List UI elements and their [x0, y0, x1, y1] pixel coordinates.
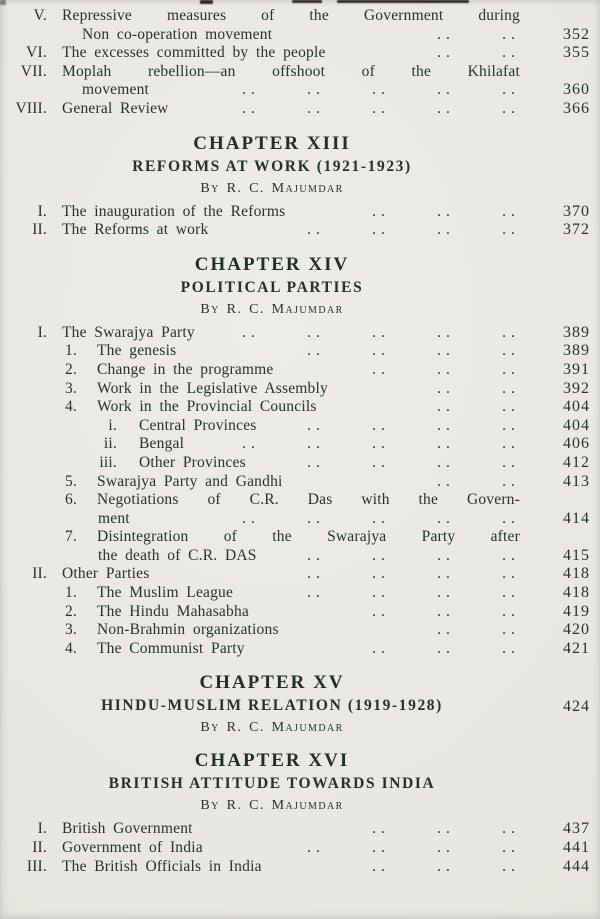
leader-dots: ..	[372, 81, 390, 99]
toc-entry-continuation	[0, 510, 600, 529]
entry-text: Central Provinces	[139, 416, 257, 434]
leader-dots: ..	[437, 360, 455, 378]
leader-dots: ..	[372, 221, 390, 239]
entry-text: Repressive measures of the Government during	[62, 7, 520, 24]
toc-entry	[0, 63, 600, 82]
chapter-heading: CHAPTER XV	[199, 672, 345, 694]
dot-leader	[169, 100, 542, 119]
leader-dots: ..	[307, 546, 325, 564]
chapter-byline: By R. C. Majumdar	[200, 720, 344, 736]
leader-dots: ..	[372, 565, 390, 583]
toc-section	[0, 7, 600, 119]
dot-leader	[208, 221, 542, 240]
leader-dots: ..	[307, 453, 325, 471]
dot-leader	[326, 44, 542, 63]
entry-text: The Hindu Mahasabha	[97, 602, 249, 620]
leader-dots: ..	[372, 453, 390, 471]
leader-dots: ..	[502, 81, 520, 99]
leader-dots: ..	[307, 99, 325, 117]
leader-dots: ..	[372, 99, 390, 117]
page-number: 444	[563, 857, 590, 875]
chapter-byline: By R. C. Majumdar	[200, 180, 344, 196]
toc-entry	[0, 565, 600, 584]
leader-dots: ..	[437, 584, 455, 602]
page-number: 389	[563, 342, 590, 360]
entry-label: I.	[37, 820, 47, 838]
entry-text: Government of India	[62, 839, 203, 857]
toc-entry	[0, 584, 600, 603]
dot-leader	[274, 361, 542, 380]
leader-dots: ..	[307, 435, 325, 453]
leader-dots: ..	[502, 202, 520, 220]
leader-dots: ..	[437, 857, 455, 875]
toc-entry	[0, 7, 600, 26]
entry-text: Other Provinces	[139, 453, 246, 471]
page-number: 370	[563, 202, 590, 220]
toc-entry	[0, 839, 600, 858]
toc-entry	[0, 100, 600, 119]
entry-label: V.	[33, 7, 47, 24]
entry-text: Disintegration of the Swarajya Party after	[97, 528, 520, 546]
leader-dots: ..	[372, 323, 390, 341]
leader-dots: ..	[502, 416, 520, 434]
page-number: 419	[563, 602, 590, 620]
leader-dots: ..	[437, 99, 455, 117]
page-number: 391	[563, 360, 590, 378]
page-number: 414	[563, 509, 590, 527]
toc-entry	[0, 858, 600, 877]
leader-dots: ..	[502, 839, 520, 857]
entry-label: 5.	[64, 472, 77, 490]
page-number: 413	[563, 472, 590, 490]
toc-section	[0, 820, 600, 876]
leader-dots: ..	[437, 221, 455, 239]
leader-dots: ..	[502, 509, 520, 527]
toc-entry	[0, 417, 600, 436]
leader-dots: ..	[242, 435, 260, 453]
leader-dots: ..	[372, 435, 390, 453]
toc-entry	[0, 361, 600, 380]
toc-entry	[0, 203, 600, 222]
leader-dots: ..	[437, 202, 455, 220]
leader-dots: ..	[502, 221, 520, 239]
leader-dots: ..	[437, 416, 455, 434]
leader-dots: ..	[437, 435, 455, 453]
toc-entry	[0, 603, 600, 622]
chapter-title: REFORMS AT WORK (1921-1923)	[132, 157, 412, 175]
entry-label: VI.	[26, 44, 47, 62]
entry-text: General Review	[62, 99, 169, 117]
leader-dots: ..	[502, 398, 520, 416]
toc-entry-continuation	[0, 81, 600, 100]
chapter-title: BRITISH ATTITUDE TOWARDS INDIA	[108, 775, 436, 793]
entry-text: Bengal	[139, 435, 185, 453]
entry-label: 1.	[64, 342, 77, 360]
leader-dots: ..	[437, 453, 455, 471]
entry-label: iii.	[99, 453, 117, 471]
leader-dots: ..	[437, 81, 455, 99]
entry-label: VIII.	[15, 99, 47, 117]
leader-dots: ..	[307, 221, 325, 239]
leader-dots: ..	[372, 342, 390, 360]
dot-leader	[130, 510, 542, 529]
toc-entry	[0, 491, 600, 510]
entry-text: movement	[82, 81, 150, 99]
leader-dots: ..	[437, 602, 455, 620]
page-number: 424	[563, 698, 590, 716]
entry-label: 6.	[64, 491, 77, 509]
dot-leader	[149, 81, 542, 100]
entry-label: II.	[32, 565, 47, 583]
entry-label: II.	[32, 221, 47, 239]
page-number: 418	[563, 584, 590, 602]
dot-leader	[245, 640, 542, 659]
page-number: 415	[563, 546, 590, 564]
leader-dots: ..	[437, 472, 455, 490]
leader-dots: ..	[372, 360, 390, 378]
toc-entry	[0, 820, 600, 839]
leader-dots: ..	[502, 602, 520, 620]
leader-dots: ..	[372, 546, 390, 564]
leader-dots: ..	[372, 584, 390, 602]
leader-dots: ..	[502, 435, 520, 453]
entry-text: Non-Brahmin organizations	[97, 621, 279, 639]
leader-dots: ..	[437, 839, 455, 857]
leader-dots: ..	[502, 360, 520, 378]
leader-dots: ..	[502, 453, 520, 471]
dot-leader	[262, 858, 542, 877]
dot-leader	[203, 839, 542, 858]
toc-entry-continuation	[0, 26, 600, 45]
leader-dots: ..	[437, 639, 455, 657]
leader-dots: ..	[437, 565, 455, 583]
entry-text: Negotiations of C.R. Das with the Govern-	[97, 491, 520, 509]
dot-leader	[328, 380, 542, 399]
leader-dots: ..	[502, 99, 520, 117]
page-number: 437	[563, 820, 590, 838]
chapter-title: POLITICAL PARTIES	[180, 278, 364, 296]
dot-leader	[283, 473, 542, 492]
page-number: 412	[563, 453, 590, 471]
entry-label: 3.	[64, 379, 77, 397]
leader-dots: ..	[372, 639, 390, 657]
leader-dots: ..	[437, 546, 455, 564]
chapter-byline: By R. C. Majumdar	[200, 301, 344, 317]
leader-dots: ..	[502, 621, 520, 639]
toc-entry	[0, 221, 600, 240]
leader-dots: ..	[307, 416, 325, 434]
page-number: 366	[563, 99, 590, 117]
leader-dots: ..	[307, 839, 325, 857]
page-number: 372	[563, 221, 590, 239]
leader-dots: ..	[502, 323, 520, 341]
leader-dots: ..	[307, 565, 325, 583]
entry-text: The Reforms at work	[62, 221, 209, 239]
page-number: 352	[563, 25, 590, 43]
entry-label: III.	[26, 857, 47, 875]
leader-dots: ..	[502, 379, 520, 397]
page-number: 360	[563, 81, 590, 99]
dot-leader	[279, 621, 542, 640]
entry-label: 4.	[64, 639, 77, 657]
entry-text: Swarajya Party and Gandhi	[97, 472, 283, 490]
page-number: 392	[563, 379, 590, 397]
toc-entry-continuation	[0, 547, 600, 566]
leader-dots: ..	[307, 323, 325, 341]
chapter-title-row	[0, 696, 600, 716]
entry-label: II.	[32, 839, 47, 857]
leader-dots: ..	[437, 25, 455, 43]
dot-leader	[285, 203, 542, 222]
toc-section	[0, 203, 600, 240]
leader-dots: ..	[307, 509, 325, 527]
leader-dots: ..	[372, 857, 390, 875]
leader-dots: ..	[502, 25, 520, 43]
leader-dots: ..	[242, 509, 260, 527]
toc-entry	[0, 528, 600, 547]
entry-label: 4.	[64, 398, 77, 416]
leader-dots: ..	[372, 820, 390, 838]
dot-leader	[195, 324, 542, 343]
entry-text: The excesses committed by the people	[62, 44, 326, 62]
leader-dots: ..	[437, 621, 455, 639]
dot-leader	[233, 584, 542, 603]
entry-label: 7.	[64, 528, 77, 546]
toc-entry	[0, 324, 600, 343]
leader-dots: ..	[437, 379, 455, 397]
toc-entry	[0, 640, 600, 659]
entry-text: the death of C.R. DAS	[98, 546, 257, 564]
leader-dots: ..	[502, 857, 520, 875]
page-number: 421	[563, 639, 590, 657]
chapter-heading: CHAPTER XVI	[194, 750, 350, 772]
leader-dots: ..	[437, 342, 455, 360]
entry-text: Work in the Provincial Councils	[97, 398, 317, 416]
entry-label: 2.	[64, 602, 77, 620]
toc-entry	[0, 454, 600, 473]
page-number: 420	[563, 621, 590, 639]
entry-text: British Government	[62, 820, 193, 838]
dot-leader	[193, 820, 542, 839]
entry-text: Work in the Legislative Assembly	[97, 379, 328, 397]
entry-text: The British Officials in India	[62, 857, 262, 875]
entry-text: The inauguration of the Reforms	[62, 202, 286, 220]
entry-text: Other Parties	[62, 565, 150, 583]
dot-leader	[246, 454, 542, 473]
leader-dots: ..	[372, 416, 390, 434]
scan-artifact	[200, 0, 213, 4]
entry-label: ii.	[103, 435, 117, 453]
chapter-byline: By R. C. Majumdar	[200, 798, 344, 814]
scan-artifact	[337, 0, 469, 3]
dot-leader	[257, 547, 542, 566]
leader-dots: ..	[437, 323, 455, 341]
entry-label: 3.	[64, 621, 77, 639]
page-number: 404	[563, 416, 590, 434]
toc-entry	[0, 380, 600, 399]
entry-text: The Muslim League	[97, 584, 234, 602]
dot-leader	[257, 417, 542, 436]
scan-artifact	[0, 0, 6, 5]
dot-leader	[249, 603, 542, 622]
entry-text: Moplah rebellion—an offshoot of the Khilafat	[62, 62, 520, 80]
page-number: 441	[563, 839, 590, 857]
leader-dots: ..	[502, 546, 520, 564]
toc-entry	[0, 44, 600, 63]
entry-label: i.	[108, 416, 117, 434]
toc-entry	[0, 621, 600, 640]
dot-leader	[149, 565, 542, 584]
entry-text: Non co-operation movement	[82, 25, 273, 43]
dot-leader	[184, 435, 542, 454]
leader-dots: ..	[502, 44, 520, 62]
toc-entry	[0, 342, 600, 361]
leader-dots: ..	[372, 202, 390, 220]
leader-dots: ..	[242, 323, 260, 341]
dot-leader	[317, 398, 542, 417]
leader-dots: ..	[437, 820, 455, 838]
leader-dots: ..	[372, 602, 390, 620]
entry-text: Change in the programme	[97, 360, 274, 378]
leader-dots: ..	[372, 839, 390, 857]
entry-label: I.	[37, 202, 47, 220]
page-number: 406	[563, 435, 590, 453]
leader-dots: ..	[437, 509, 455, 527]
leader-dots: ..	[437, 398, 455, 416]
entry-label: 2.	[64, 360, 77, 378]
page-number: 389	[563, 323, 590, 341]
leader-dots: ..	[502, 565, 520, 583]
leader-dots: ..	[307, 584, 325, 602]
leader-dots: ..	[437, 44, 455, 62]
entry-text: ment	[98, 509, 130, 527]
leader-dots: ..	[307, 81, 325, 99]
page-number: 355	[563, 44, 590, 62]
leader-dots: ..	[242, 81, 260, 99]
chapter-heading: CHAPTER XIV	[194, 253, 350, 275]
leader-dots: ..	[502, 584, 520, 602]
dot-leader	[272, 26, 542, 45]
page-number: 404	[563, 398, 590, 416]
entry-label: VII.	[20, 62, 47, 80]
entry-label: I.	[37, 323, 47, 341]
entry-text: The Communist Party	[97, 639, 245, 657]
entry-label: 1.	[64, 584, 77, 602]
toc-entry	[0, 435, 600, 454]
toc-section	[0, 324, 600, 659]
scan-artifact	[292, 0, 322, 3]
entry-text: The genesis	[97, 342, 177, 360]
leader-dots: ..	[502, 342, 520, 360]
entry-text: The Swarajya Party	[62, 323, 195, 341]
leader-dots: ..	[307, 342, 325, 360]
toc-entry	[0, 473, 600, 492]
leader-dots: ..	[502, 820, 520, 838]
leader-dots: ..	[242, 99, 260, 117]
chapter-heading: CHAPTER XIII	[193, 132, 351, 154]
dot-leader	[176, 342, 542, 361]
leader-dots: ..	[502, 472, 520, 490]
page-number: 418	[563, 565, 590, 583]
leader-dots: ..	[372, 509, 390, 527]
chapter-title: HINDU-MUSLIM RELATION (1919-1928)	[101, 697, 443, 715]
toc-entry	[0, 398, 600, 417]
leader-dots: ..	[502, 639, 520, 657]
